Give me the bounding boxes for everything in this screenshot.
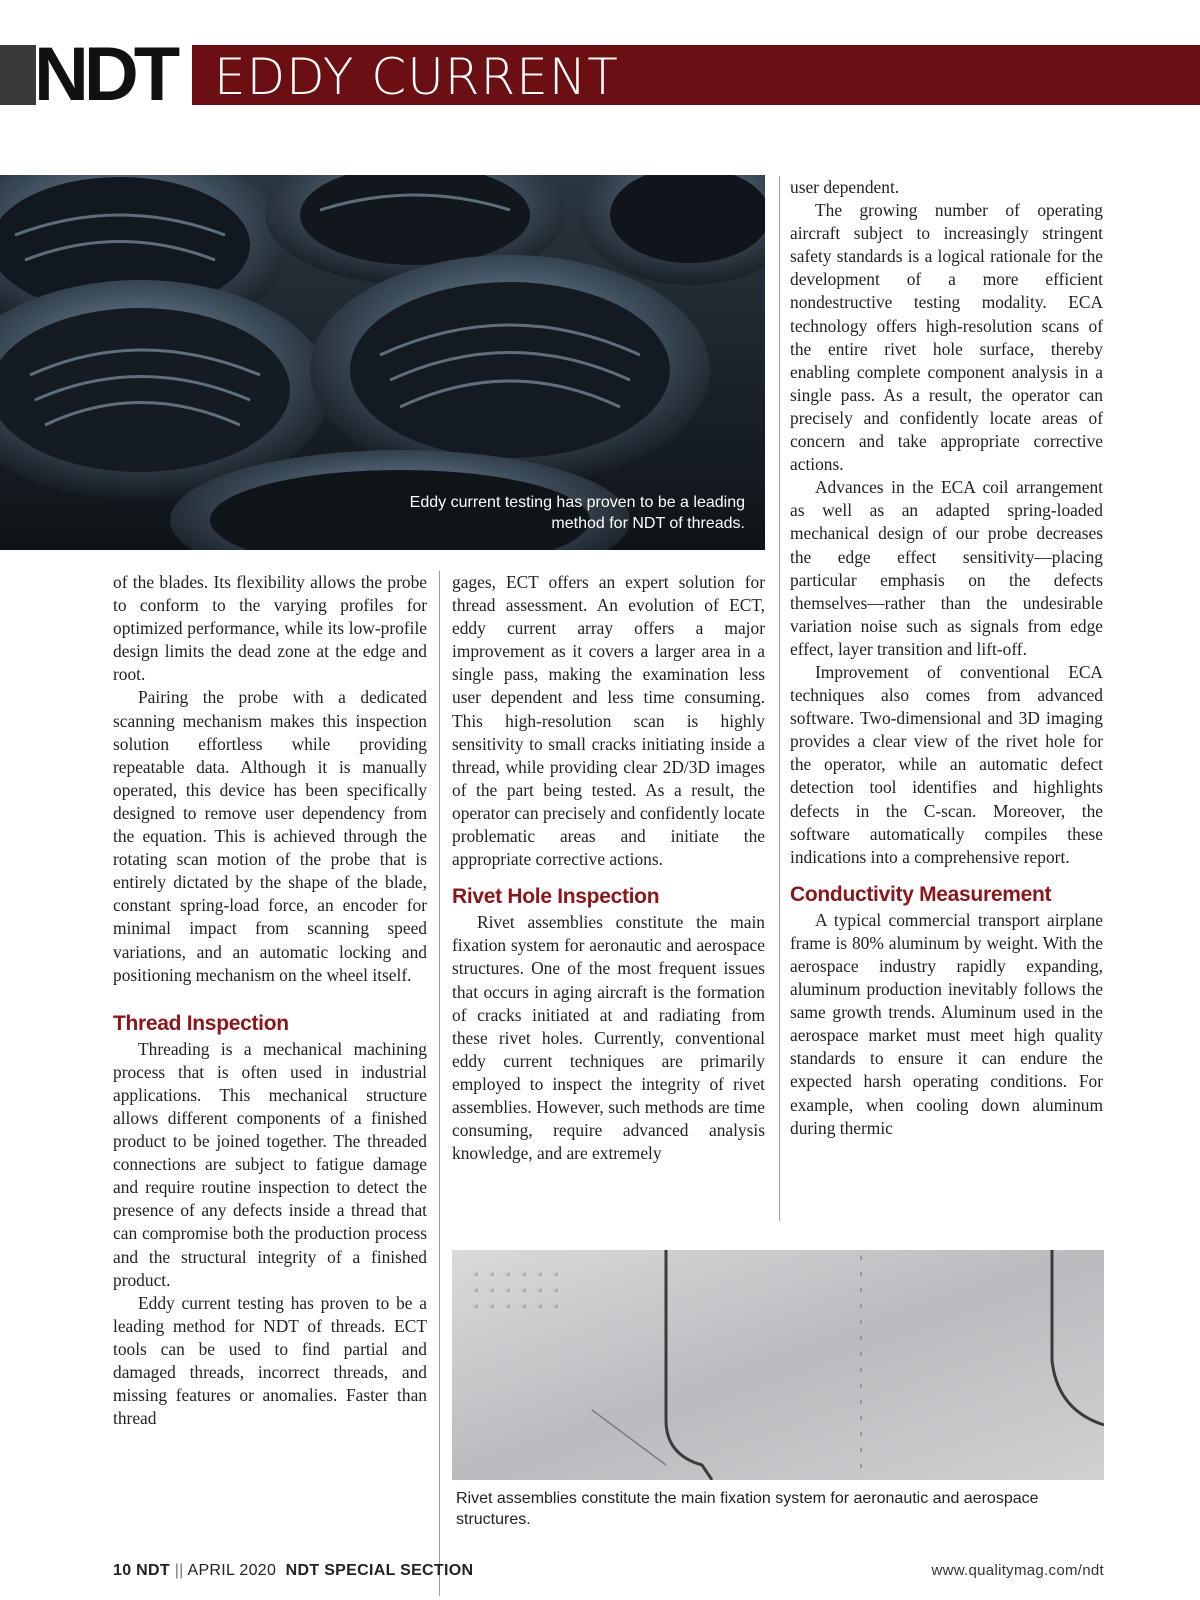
text-column-1 [113,571,427,1430]
footer-folio [113,1562,473,1580]
paragraph: The growing number of operating aircraft subject to increasingly stringent safety standards is a logical rationale for the development of a more efficient nondestructive testing modality. ECA technology offers high-resolution scans of the entire rivet hole surface, thereby enabling complete component analysis in a single pass. As a result, the operator can precisely and confidently locate areas of concern and take appropriate corrective actions. [790,200,1103,475]
paragraph: Improvement of conventional ECA techniques also comes from advanced software. Two-dimensional and 3D imaging provides a clear view of the rivet hole for the operator, while an automatic defect detection tool identifies and highlights defects in the C-scan. Moreover, the software automatically compiles these indications into a comprehensive report. [790,661,1103,867]
threads-photo-caption: Eddy current testing has proven to be a leading method for NDT of threads. [409,494,745,532]
paragraph: Advances in the ECA coil arrangement as well as an adapted spring-loaded mechanical design of our probe decreases the edge effect sensitivity—placing particular emphasis on the defects themselves—rather than the undesirable variation noise such as signals from edge effect, layer transition and lift-off. [790,477,1103,659]
threads-photo [0,175,765,550]
section-name: NDT SPECIAL SECTION [285,1562,474,1579]
logo-shade [0,45,36,105]
paragraph: Rivet assemblies constitute the main fixation system for aeronautic and aerospace structures. One of the most frequent issues that occurs in aging aircraft is the formation of cracks initiated at and radiating from these rivet holes. Currently, conventional eddy current techniques are primarily employed to inspect the integrity of rivet assemblies. However, such methods are time consuming, require advanced analysis knowledge, and are extremely [452,912,765,1164]
rivets-photo [452,1250,1104,1480]
paragraph: gages, ECT offers an expert solution for thread assessment. An evolution of ECT, eddy current array offers a major improvement as it covers a larger area in a single pass, making the examination less user dependent and less time consuming. This high-resolution scan is highly sensitivity to small cracks initiating inside a thread, while providing clear 2D/3D images of the part being tested. As a result, the operator can precisely and confidently locate problematic areas and initiate the appropriate corrective actions. [452,572,765,870]
paragraph: Threading is a mechanical machining process that is often used in industrial applications. This mechanical structure allows different components of a finished product to be joined together. The threaded connections are subject to fatigue damage and require routine inspection to detect the presence of any defects inside a thread that can compromise both the production process and the structural integrity of a finished product. [113,1038,427,1290]
text-column-2 [452,571,765,1165]
riveted-panel-image [452,1250,1104,1480]
folio-separator: || [174,1562,184,1579]
paragraph: user dependent. [790,177,900,197]
page-number: 10 NDT [113,1562,170,1579]
rivets-photo-caption: Rivet assemblies constitute the main fixation system for aeronautic and aerospace structures. [456,1490,1039,1528]
paragraph: A typical commercial transport airplane frame is 80% aluminum by weight. With the aerospace industry rapidly expanding, aluminum production inevitably follows the same growth trends. Aluminum used in the aerospace market must meet high quality standards to ensure it can endure the expected harsh operating conditions. For example, when cooling down aluminum during thermic [790,909,1103,1138]
website-url: www.qualitymag.com/ndt [931,1562,1104,1579]
text-column-3 [790,176,1103,1140]
column-divider [779,176,780,1221]
rivet-hole-inspection-heading: Rivet Hole Inspection [452,885,660,909]
thread-inspection-heading: Thread Inspection [113,1011,289,1035]
section-title: EDDY CURRENT [214,48,619,106]
paragraph: Eddy current testing has proven to be a leading method for NDT of threads. ECT tools can be used to find partial and damaged threads, incorrect threads, and missing features or anomalies. Faster than thread [113,1292,427,1429]
paragraph: Pairing the probe with a dedicated scanning mechanism makes this inspection solution effortless while providing repeatable data. Although it is manually operated, this device has been specifically designed to remove user dependency from the equation. This is achieved through the rotating scan motion of the probe that is entirely dictated by the shape of the blade, constant spring-load force, an encoder for minimal impact from scanning speed variations, and an automatic locking and positioning mechanism on the wheel itself. [113,687,427,985]
paragraph: of the blades. Its flexibility allows the probe to conform to the varying profiles for optimized performance, while its low-profile design limits the dead zone at the edge and root. [113,572,427,685]
column-divider [439,571,440,1596]
issue-date: APRIL 2020 [187,1562,277,1579]
ndt-logo: NDT [34,32,176,117]
conductivity-measurement-heading: Conductivity Measurement [790,882,1052,906]
